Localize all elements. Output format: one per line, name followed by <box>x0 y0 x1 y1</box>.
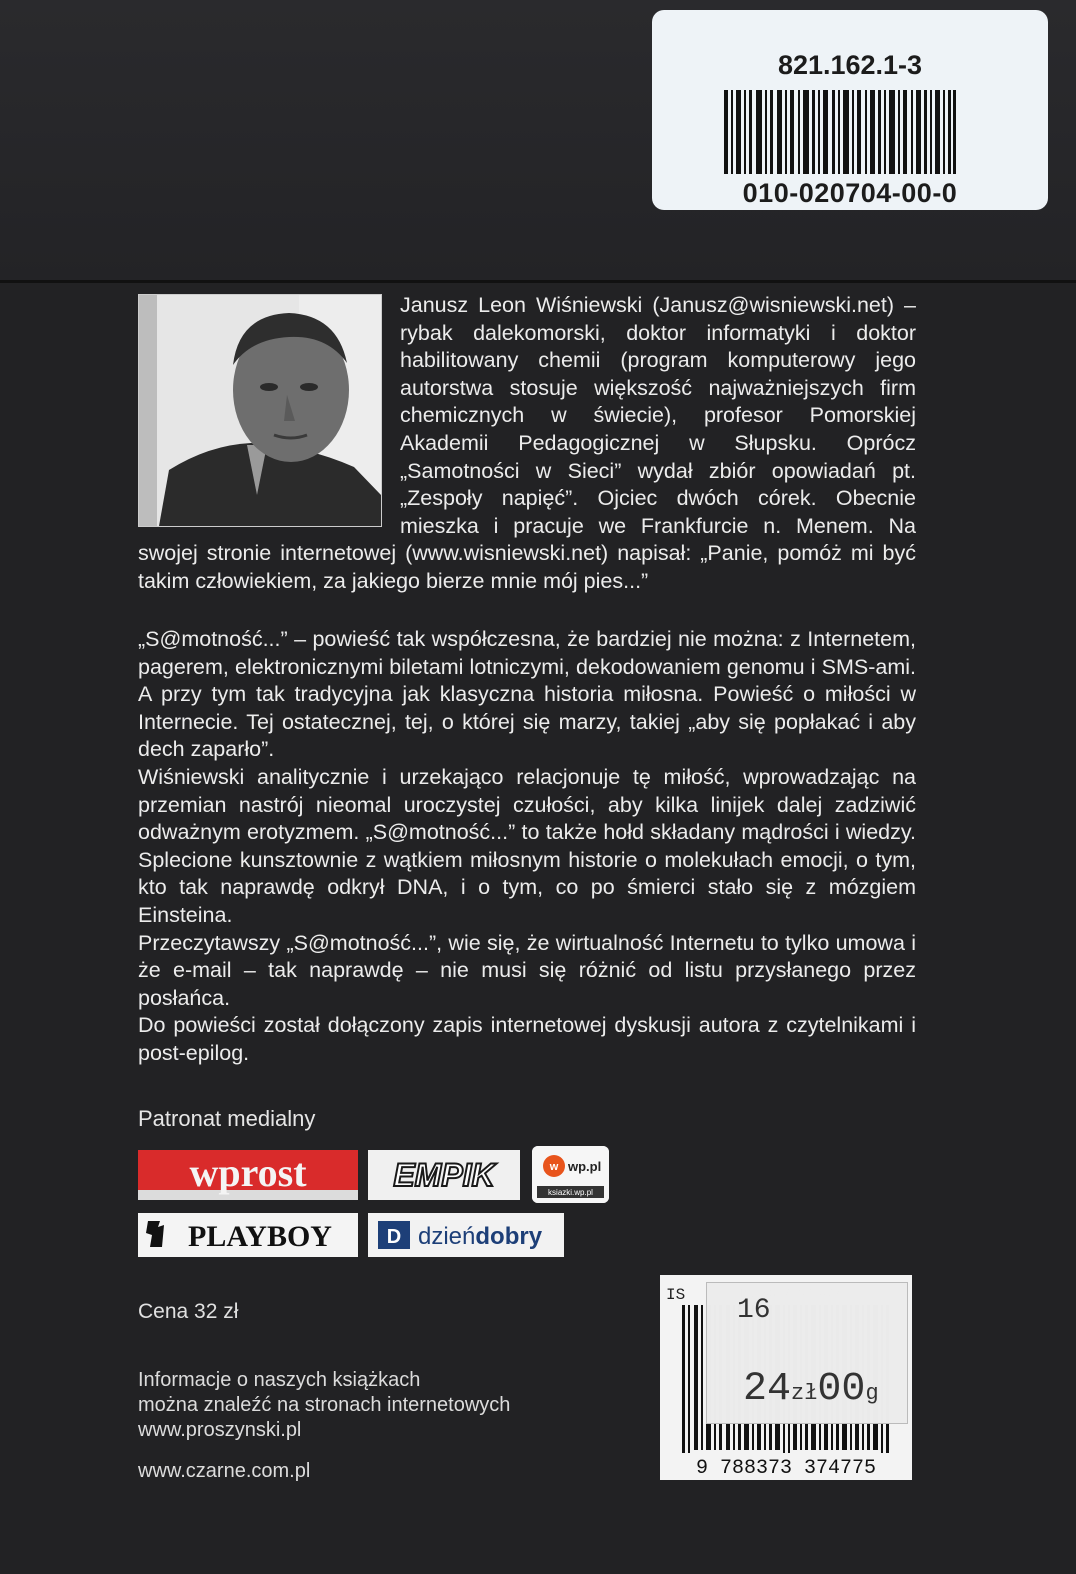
price-sticker <box>706 1282 908 1424</box>
wp-logo-text: wp.pl <box>568 1159 602 1174</box>
publisher-info <box>138 1368 510 1443</box>
price: Cena 32 zł <box>138 1300 239 1323</box>
info-line: można znaleźć na stronach internetowych <box>138 1394 511 1416</box>
dzien-logo-text: dzień <box>418 1223 476 1250</box>
info-line: Informacje o naszych książkach <box>138 1369 421 1391</box>
sticker-price-cents: 00 <box>817 1367 866 1412</box>
library-barcode <box>724 90 956 174</box>
blurb-paragraph: „S@motność...” – powieść tak współczesna, że bardziej nie można: z Internetem, pagerem, elektronicznymi biletami lotniczymi, dekodowaniem genomu i SMS-ami. A przy tym tak tradycyjna jak klasyczna historia miłosna. Powieść o miłości w Internecie. Tej ostatecznej, tej, o której się marzy, takiej „aby się popłakać i aby dech zaparło”. <box>138 627 916 762</box>
blurb-paragraph: Przeczytawszy „S@motność...”, wie się, że wirtualność Internetu to tylko umowa i że e-mail – tak naprawdę – nie musi się różnić od listu przysłanego przez posłańca. <box>138 930 916 1010</box>
wprost-logo <box>138 1150 358 1200</box>
playboy-logo-text: PLAYBOY <box>188 1220 332 1253</box>
author-bio <box>138 292 916 596</box>
author-bio-text: Janusz Leon Wiśniewski (Janusz@wisniewski.net) – rybak dalekomorski, doktor informatyki i doktor habilitowany chemii (program komputerowy jego autorstwa stosuje większość najważniejszych firm chemicznych w świecie), profesor Pomorskiej Akademii Pedagogicznej w Słupsku. Oprócz „Samotności w Sieci” wydał zbiór opowiadań pt. „Zespoły napięć”. Ojciec dwóch córek. Obecnie mieszka i pracuje we Frankfurcie n. Menem. Na swojej stronie internetowej (www.wisniewski.net) napisał: „Panie, pomóż mi być takim człowiekiem, za jakiego bierze mnie mój pies...” <box>138 293 916 593</box>
wp-ksiazki-logo <box>532 1146 609 1203</box>
dobry-logo-text: dobry <box>475 1223 543 1250</box>
publisher-website: www.proszynski.pl <box>138 1419 302 1441</box>
blurb-paragraph: Wiśniewski analitycznie i urzekająco relacjonuje tę miłość, wprowadzając na przemian nastrój nieomal uroczystej czułości, aby kilka linijek dalej zadziwić odważnym erotyzmem. „S@motność...” to także hołd składany mądrości i wiedzy. Splecione kunsztownie z wątkiem miłosnym historie o molekułach emocji, o tym, kto tak naprawdę odkrył DNA, i o tym, co po śmierci stało się z mózgiem Einsteina. <box>138 764 916 927</box>
svg-text:w: w <box>549 1161 559 1173</box>
sticker-suffix: g <box>865 1381 879 1406</box>
library-barcode-number: 010-020704-00-0 <box>742 178 958 208</box>
isbn-prefix: IS <box>666 1286 686 1304</box>
library-label <box>652 10 1048 210</box>
empik-logo <box>368 1150 520 1200</box>
photo-spacer <box>138 292 400 524</box>
isbn-digits: 9 788373 374775 <box>695 1457 877 1480</box>
sticker-price-unit: zł <box>791 1381 818 1406</box>
media-patronage-heading: Patronat medialny <box>138 1106 316 1131</box>
sticker-price-main: 24 <box>743 1367 792 1412</box>
wp-logo-subtext: ksiazki.wp.pl <box>548 1188 593 1197</box>
svg-text:D: D <box>386 1226 402 1248</box>
playboy-logo <box>138 1213 358 1257</box>
book-blurb <box>138 626 916 1068</box>
divider-rule <box>0 280 1076 283</box>
svg-text:dzieńdobry <box>418 1223 543 1250</box>
blurb-paragraph: Do powieści został dołączony zapis internetowej dyskusji autora z czytelnikami i post-epilog. <box>138 1013 916 1065</box>
dzien-dobry-logo <box>368 1213 564 1257</box>
empik-logo-text: EMPIK <box>393 1157 495 1193</box>
wprost-logo-text: wprost <box>189 1150 307 1195</box>
czarne-website: www.czarne.com.pl <box>138 1460 311 1482</box>
call-number: 821.162.1-3 <box>777 50 923 80</box>
sticker-code: 16 <box>737 1295 771 1326</box>
